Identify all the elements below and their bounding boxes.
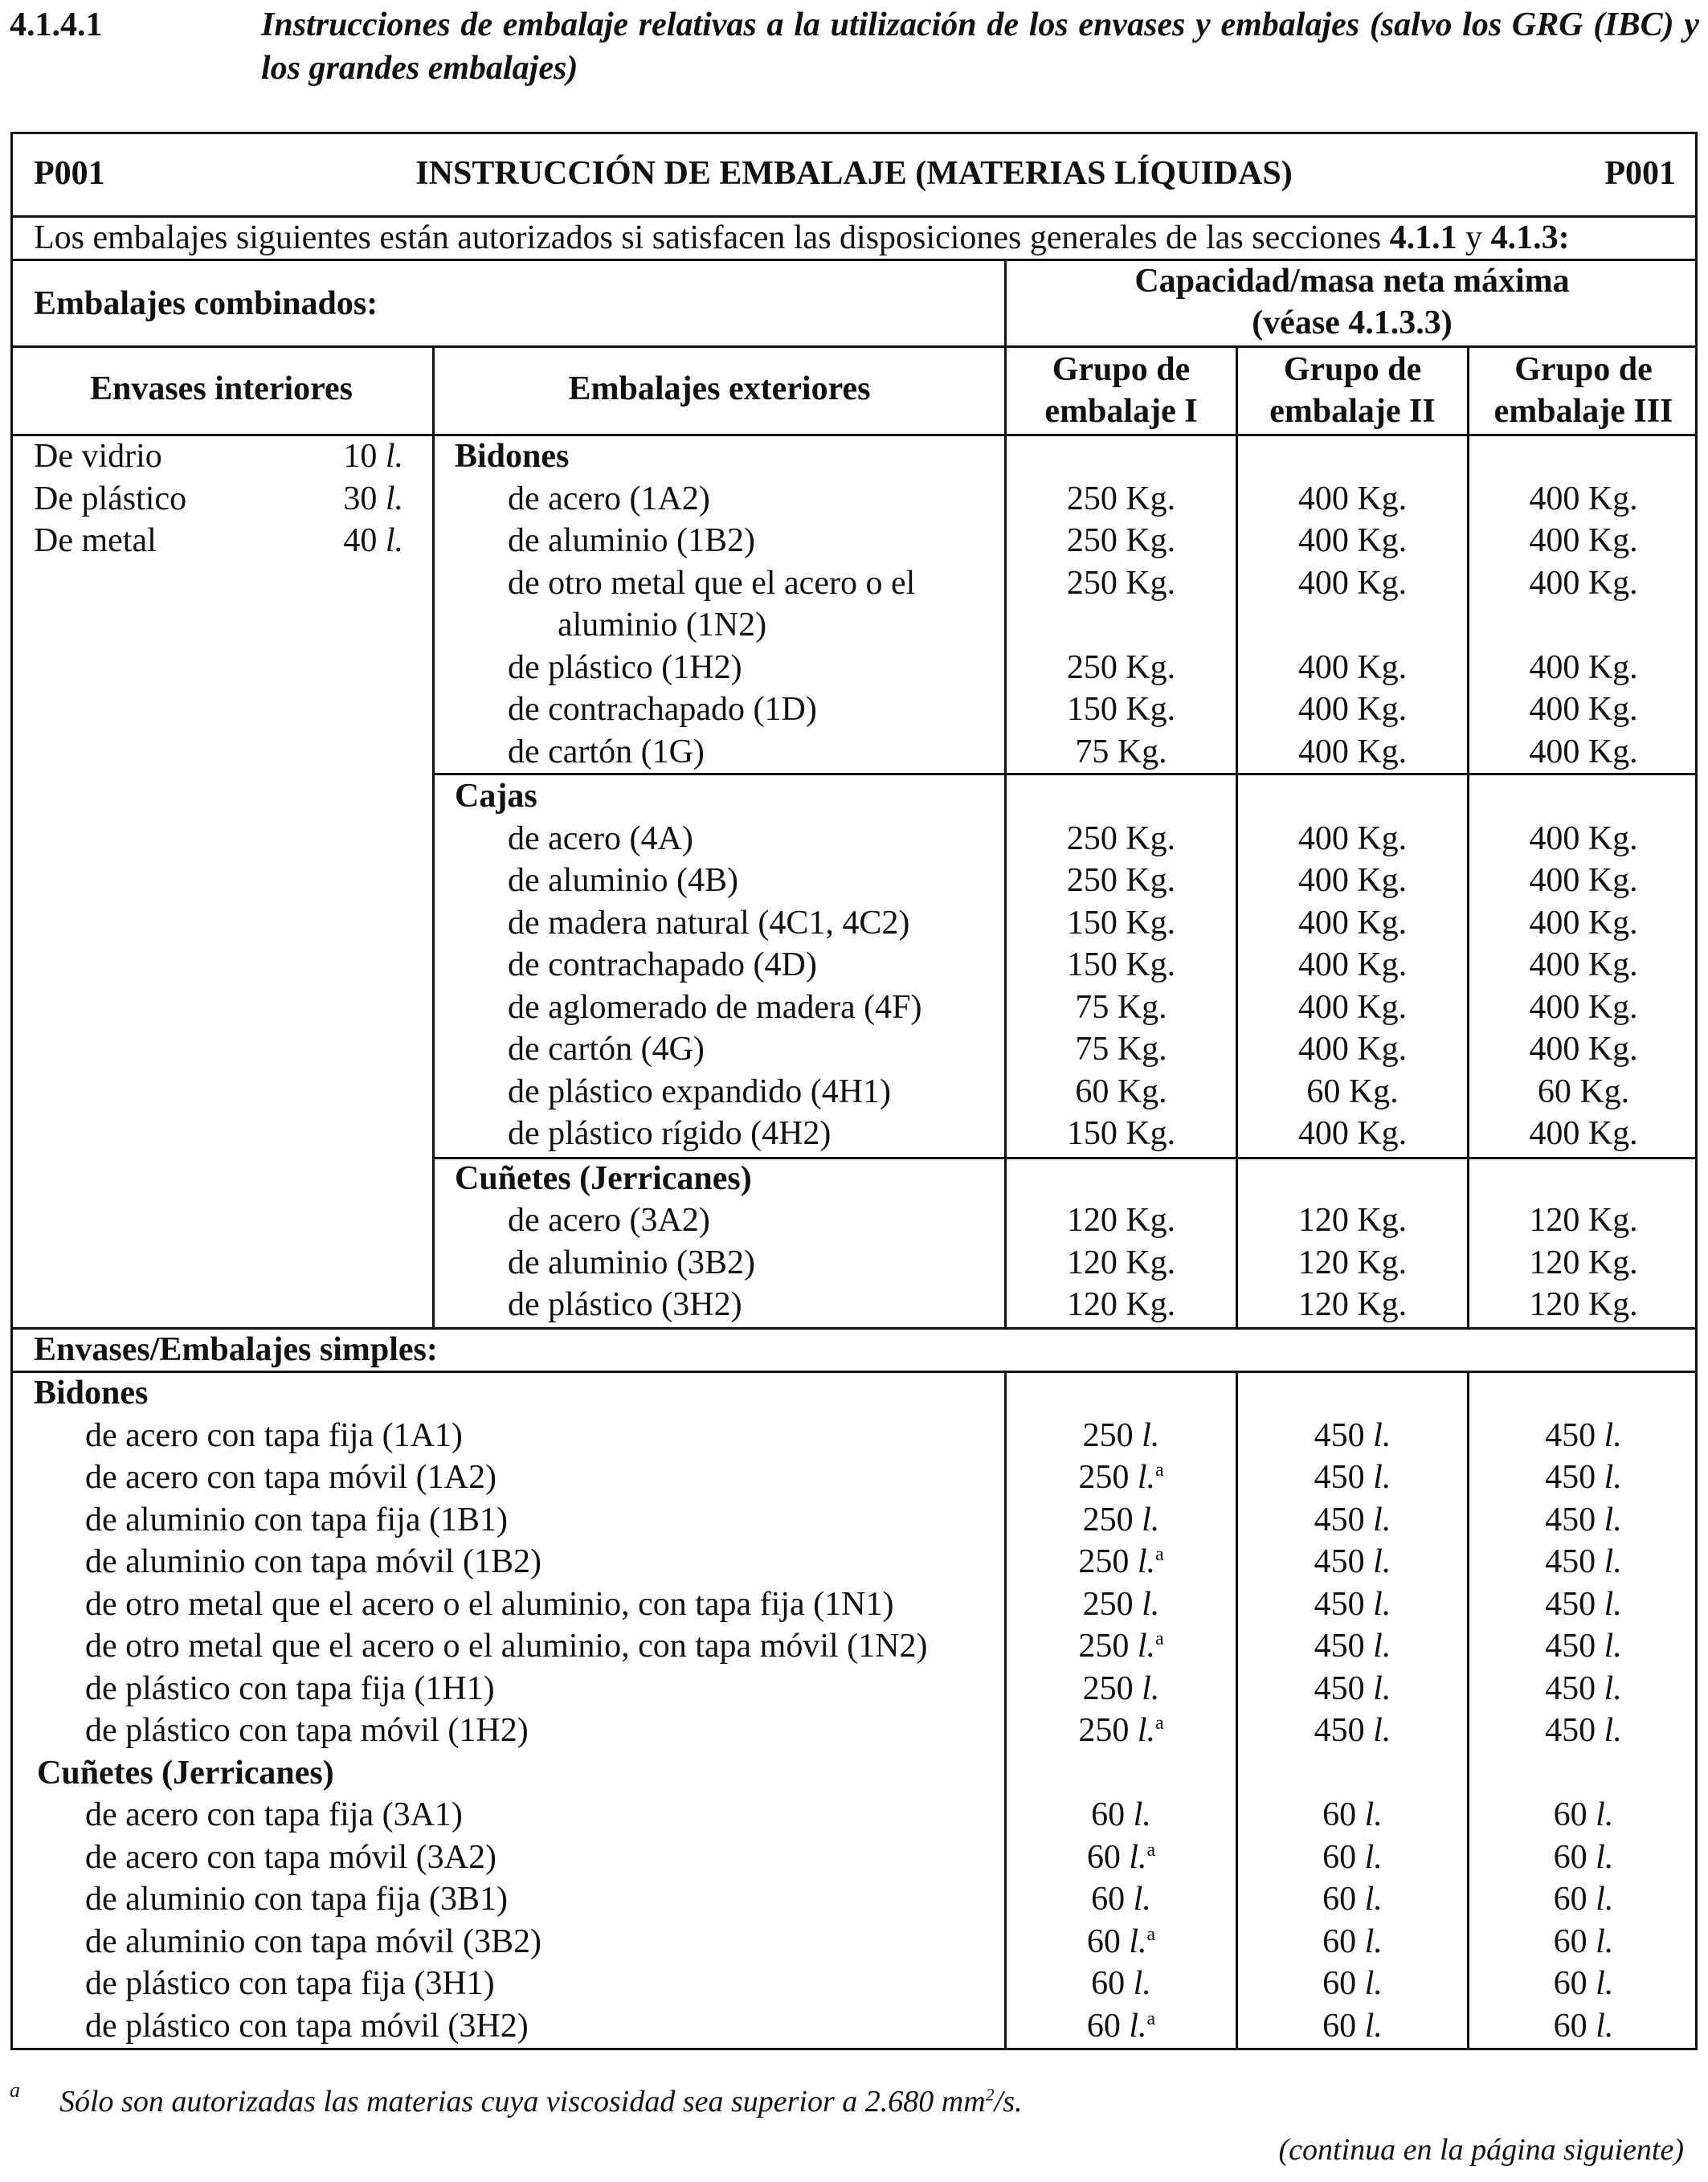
inner-item: [34, 520, 403, 562]
footnote-ref: a: [1155, 1628, 1164, 1649]
capacity-number: 60: [1553, 1838, 1596, 1876]
outer-item-value-group-I: 250 Kg.: [1066, 480, 1176, 517]
capacity-number: 250: [1078, 1459, 1138, 1496]
single-item-name: de aluminio con tapa fija (3B1): [85, 1881, 509, 1918]
capacity-header: [1007, 260, 1698, 344]
capacity-unit: l.: [1596, 1796, 1614, 1833]
inner-item-capacity: [343, 478, 403, 521]
single-item-value-group-III: [1469, 1499, 1698, 1542]
outer-item-value-group-III: 400 Kg.: [1529, 564, 1638, 602]
footnote-ref: a: [1155, 1713, 1164, 1734]
capacity-unit: l.: [1137, 1628, 1155, 1665]
capacity-unit: l.: [1596, 1923, 1614, 1960]
capacity-unit: l.: [1604, 1416, 1622, 1454]
group-III-line1: Grupo de: [1514, 351, 1653, 388]
outer-item-value-group-I: 150 Kg.: [1066, 904, 1176, 942]
outer-item-name: de plástico (3H2): [508, 1286, 742, 1323]
capacity-number: 450: [1314, 1416, 1374, 1454]
single-item-value-group-I: [1007, 1963, 1236, 2005]
capacity-unit: l.: [1373, 1416, 1391, 1454]
capacity-number: 60: [1553, 1796, 1596, 1833]
single-item-value-group-II: [1238, 1499, 1467, 1542]
inner-item-capacity: [343, 520, 403, 562]
outer-item-value-group-III: 400 Kg.: [1529, 691, 1638, 728]
single-item-value-group-III: [1469, 1457, 1698, 1499]
single-item-value-group-I: [1007, 1668, 1236, 1710]
outer-item-value-group-I: 120 Kg.: [1066, 1286, 1176, 1323]
outer-item-value-group-I: 250 Kg.: [1066, 819, 1176, 857]
single-item-value-group-III: [1469, 1794, 1698, 1837]
inner-capacity-unit: l.: [385, 480, 403, 517]
capacity-number: 450: [1314, 1669, 1374, 1707]
capacity-unit: l.: [1604, 1459, 1622, 1496]
capacity-number: 60: [1322, 2007, 1365, 2045]
single-item-value-group-II: [1238, 1583, 1467, 1626]
outer-item-value-group-III: 400 Kg.: [1529, 522, 1638, 559]
single-item-value-group-II: [1238, 1837, 1467, 1879]
capacity-number: 60: [1322, 1838, 1365, 1876]
single-item-value-group-II: [1238, 1794, 1467, 1837]
single-item-value-group-I: [1007, 1921, 1236, 1963]
inner-capacity-value: 10: [343, 438, 386, 475]
inner-item-name: De metal: [34, 522, 157, 559]
capacity-unit: l.: [1604, 1501, 1622, 1538]
outer-item-value-group-III: 400 Kg.: [1529, 480, 1638, 517]
outer-item-name: de cartón (4G): [508, 1031, 705, 1068]
outer-item-value-group-II: 400 Kg.: [1297, 904, 1408, 942]
outer-item-value-group-I: 150 Kg.: [1066, 1115, 1176, 1152]
intro-text: Los embalajes siguientes están autorizados si satisfacen las disposiciones generales de las secciones: [34, 219, 1390, 256]
capacity-number: 60: [1086, 1838, 1130, 1876]
instruction-title: INSTRUCCIÓN DE EMBALAJE (MATERIAS LÍQUIDAS): [415, 155, 1293, 192]
capacity-number: 450: [1314, 1459, 1374, 1496]
single-item-name: de aluminio con tapa fija (1B1): [85, 1501, 509, 1538]
outer-item-value-group-I: 120 Kg.: [1066, 1202, 1176, 1239]
single-item-value-group-II: [1238, 1415, 1467, 1457]
outer-item-value-group-III: 400 Kg.: [1529, 648, 1638, 686]
footnote-ref: a: [1146, 1923, 1156, 1945]
outer-item-value-group-III: 400 Kg.: [1529, 1031, 1638, 1068]
capacity-unit: l.: [1129, 1923, 1147, 1960]
outer-item-value-group-III: 400 Kg.: [1529, 904, 1638, 942]
capacity-number: 60: [1091, 1965, 1134, 2002]
inner-item: [34, 435, 403, 478]
footnote-ref: a: [1155, 1544, 1164, 1565]
outer-item-value-group-II: 400 Kg.: [1297, 648, 1408, 686]
single-item-name: de aluminio con tapa móvil (1B2): [85, 1543, 542, 1580]
capacity-unit: l.: [1596, 2007, 1614, 2045]
outer-item-name: de plástico rígido (4H2): [508, 1115, 832, 1152]
capacity-number: 250: [1078, 1712, 1138, 1749]
outer-item-value-group-II: 400 Kg.: [1297, 819, 1408, 857]
outer-item-value-group-I: 250 Kg.: [1066, 564, 1176, 602]
outer-group-heading: Bidones: [455, 438, 570, 475]
capacity-unit: l.: [1364, 1796, 1383, 1833]
capacity-unit: l.: [1604, 1628, 1622, 1665]
capacity-unit: l.: [1137, 1543, 1155, 1580]
outer-item-value-group-II: 120 Kg.: [1297, 1286, 1408, 1323]
single-item-value-group-II: [1238, 1541, 1467, 1583]
outer-item-value-group-III: 400 Kg.: [1529, 862, 1638, 899]
single-item-value-group-I: [1007, 2005, 1236, 2048]
single-label: Envases/Embalajes simples:: [34, 1331, 438, 1368]
single-item-value-group-II: [1238, 1457, 1467, 1499]
single-item-value-group-II: [1238, 1963, 1467, 2005]
outer-item-name: de plástico expandido (4H1): [508, 1073, 892, 1110]
capacity-number: 250: [1082, 1416, 1142, 1454]
outer-item-name: de aluminio (4B): [508, 862, 738, 899]
outer-item-value-group-II: 120 Kg.: [1297, 1244, 1408, 1281]
inner-capacity-value: 30: [343, 480, 386, 517]
single-item-value-group-III: [1469, 1837, 1698, 1879]
capacity-unit: l.: [1373, 1501, 1391, 1538]
footnote-text-end: /s.: [994, 2085, 1023, 2119]
outer-item-value-group-II: 400 Kg.: [1297, 733, 1408, 770]
outer-item-name: de acero (3A2): [508, 1202, 710, 1239]
capacity-unit: l.: [1364, 1965, 1383, 2002]
group-I-line1: Grupo de: [1052, 351, 1191, 388]
capacity-unit: l.: [1373, 1712, 1391, 1749]
single-item-value-group-I: [1007, 1625, 1236, 1668]
capacity-unit: l.: [1133, 1881, 1151, 1918]
outer-item-value-group-III: 400 Kg.: [1529, 819, 1638, 857]
outer-item-name: de aluminio (1B2): [508, 522, 755, 559]
outer-item-value-group-II: 400 Kg.: [1297, 480, 1408, 517]
outer-item-value-group-II: 120 Kg.: [1297, 1202, 1408, 1239]
capacity-header-line2: (véase 4.1.3.3): [1252, 304, 1453, 341]
footnote-text: [59, 2081, 1023, 2123]
capacity-unit: l.: [1596, 1838, 1614, 1876]
outer-item-value-group-III: 120 Kg.: [1529, 1202, 1638, 1239]
outer-item-name: de acero (1A2): [508, 480, 710, 517]
single-item-name: de acero con tapa fija (1A1): [85, 1416, 463, 1454]
single-item-value-group-I: [1007, 1794, 1236, 1837]
outer-item-value-group-II: 400 Kg.: [1297, 1031, 1408, 1068]
outer-item-name: de contrachapado (1D): [508, 691, 817, 728]
capacity-number: 450: [1545, 1501, 1604, 1538]
footnote-ref: a: [1155, 1460, 1164, 1481]
capacity-number: 60: [1086, 2007, 1130, 2045]
section-number: 4.1.4.1: [10, 6, 103, 43]
outer-item-value-group-II: 400 Kg.: [1297, 988, 1408, 1026]
single-item-name: de otro metal que el acero o el aluminio, con tapa móvil (1N2): [85, 1628, 928, 1665]
capacity-number: 60: [1553, 2007, 1596, 2045]
single-item-name: de aluminio con tapa móvil (3B2): [85, 1923, 542, 1960]
single-item-value-group-II: [1238, 1921, 1467, 1963]
instruction-code-right: P001: [1604, 155, 1676, 192]
intro-and: y: [1457, 219, 1491, 256]
single-item-value-group-III: [1469, 1415, 1698, 1457]
capacity-unit: l.: [1373, 1669, 1391, 1707]
single-item-value-group-III: [1469, 1710, 1698, 1752]
capacity-unit: l.: [1364, 1923, 1383, 1960]
footnote-ref: a: [1146, 2008, 1156, 2029]
intro-ref-411: 4.1.1: [1389, 219, 1457, 256]
capacity-unit: l.: [1133, 1796, 1151, 1833]
single-item-name: de acero con tapa móvil (3A2): [85, 1838, 496, 1876]
outer-item-value-group-I: 150 Kg.: [1066, 691, 1176, 728]
capacity-unit: l.: [1142, 1416, 1160, 1454]
footnote-superscript: 2: [985, 2084, 995, 2105]
capacity-unit: l.: [1137, 1459, 1155, 1496]
rule-col-outer-left: [432, 345, 435, 1327]
single-item-value-group-I: [1007, 1541, 1236, 1583]
outer-item-value-group-II: 400 Kg.: [1297, 862, 1408, 899]
inner-capacity-unit: l.: [385, 438, 403, 475]
inner-capacity-unit: l.: [385, 522, 403, 559]
capacity-number: 450: [1545, 1669, 1604, 1707]
capacity-number: 450: [1314, 1628, 1374, 1665]
outer-item-value-group-II: 60 Kg.: [1306, 1073, 1399, 1110]
capacity-number: 450: [1545, 1628, 1604, 1665]
single-item-name: de plástico con tapa fija (1H1): [85, 1669, 495, 1707]
single-item-value-group-I: [1007, 1583, 1236, 1626]
single-group-heading: Bidones: [34, 1375, 149, 1412]
single-item-value-group-III: [1469, 1668, 1698, 1710]
capacity-number: 60: [1553, 1965, 1596, 2002]
capacity-unit: l.: [1596, 1881, 1614, 1918]
capacity-unit: l.: [1142, 1501, 1160, 1538]
capacity-unit: l.: [1604, 1669, 1622, 1707]
inner-item-capacity: [343, 435, 403, 478]
single-item-value-group-II: [1238, 1668, 1467, 1710]
capacity-number: 250: [1078, 1543, 1138, 1580]
single-item-name: de acero con tapa fija (3A1): [85, 1796, 463, 1833]
single-item-value-group-III: [1469, 1625, 1698, 1668]
capacity-number: 250: [1078, 1628, 1138, 1665]
capacity-unit: l.: [1137, 1712, 1155, 1749]
capacity-unit: l.: [1133, 1965, 1151, 2002]
capacity-number: 450: [1314, 1501, 1374, 1538]
capacity-number: 60: [1322, 1923, 1365, 1960]
outer-item-value-group-III: 120 Kg.: [1529, 1286, 1638, 1323]
capacity-number: 60: [1553, 1881, 1596, 1918]
outer-item-value-group-I: 75 Kg.: [1075, 1031, 1167, 1068]
inner-item-name: De plástico: [34, 480, 187, 517]
col-header-inner: Envases interiores: [89, 370, 353, 407]
outer-item-value-group-I: 120 Kg.: [1066, 1244, 1176, 1281]
capacity-unit: l.: [1129, 1838, 1147, 1876]
outer-item-value-group-II: 400 Kg.: [1297, 522, 1408, 559]
capacity-unit: l.: [1364, 2007, 1383, 2045]
outer-item-value-group-III: 60 Kg.: [1537, 1073, 1630, 1110]
single-item-value-group-II: [1238, 2005, 1467, 2048]
single-item-value-group-I: [1007, 1710, 1236, 1752]
capacity-number: 450: [1314, 1585, 1374, 1623]
single-item-value-group-I: [1007, 1878, 1236, 1921]
intro-paragraph: [34, 217, 1570, 259]
instruction-code-left: P001: [34, 155, 105, 192]
capacity-header-line1: Capacidad/masa neta máxima: [1134, 263, 1570, 300]
capacity-number: 450: [1545, 1459, 1604, 1496]
outer-item-name: de acero (4A): [508, 819, 693, 857]
capacity-number: 60: [1322, 1796, 1365, 1833]
capacity-unit: l.: [1604, 1585, 1622, 1623]
single-item-value-group-III: [1469, 1963, 1698, 2005]
single-item-value-group-III: [1469, 1878, 1698, 1921]
inner-item-name: De vidrio: [34, 438, 162, 475]
capacity-unit: l.: [1373, 1543, 1391, 1580]
intro-ref-413: 4.1.3:: [1490, 219, 1570, 256]
inner-packagings-list: [34, 435, 403, 562]
capacity-number: 60: [1322, 1965, 1365, 2002]
single-item-value-group-III: [1469, 1921, 1698, 1963]
single-item-name: de plástico con tapa móvil (1H2): [85, 1712, 529, 1749]
outer-item-value-group-III: 400 Kg.: [1529, 1115, 1638, 1152]
capacity-unit: l.: [1604, 1543, 1622, 1580]
outer-item-value-group-I: 250 Kg.: [1066, 862, 1176, 899]
capacity-number: 450: [1545, 1585, 1604, 1623]
capacity-number: 450: [1545, 1543, 1604, 1580]
capacity-number: 450: [1314, 1712, 1374, 1749]
col-header-group-II: [1238, 349, 1467, 432]
single-item-name: de otro metal que el acero o el aluminio, con tapa fija (1N1): [85, 1585, 894, 1623]
single-item-value-group-I: [1007, 1499, 1236, 1542]
capacity-unit: l.: [1364, 1881, 1383, 1918]
capacity-unit: l.: [1364, 1838, 1383, 1876]
outer-item-value-group-III: 400 Kg.: [1529, 733, 1638, 770]
outer-item-value-group-II: 400 Kg.: [1297, 564, 1408, 602]
single-item-name: de plástico con tapa fija (3H1): [85, 1965, 495, 2002]
col-header-group-III: [1469, 349, 1698, 432]
capacity-unit: l.: [1142, 1669, 1160, 1707]
capacity-unit: l.: [1604, 1712, 1622, 1749]
single-item-value-group-II: [1238, 1710, 1467, 1752]
capacity-number: 450: [1314, 1543, 1374, 1580]
outer-group-heading: Cajas: [455, 778, 537, 815]
outer-item-value-group-I: 150 Kg.: [1066, 946, 1176, 983]
outer-item-value-group-II: 400 Kg.: [1297, 946, 1408, 983]
single-item-value-group-II: [1238, 1878, 1467, 1921]
capacity-unit: l.: [1142, 1585, 1160, 1623]
outer-item-name: de otro metal que el acero o el: [508, 564, 916, 602]
inner-capacity-value: 40: [343, 522, 386, 559]
outer-item-name: de aluminio (3B2): [508, 1244, 755, 1281]
outer-item-name: de plástico (1H2): [508, 648, 742, 686]
single-item-value-group-III: [1469, 2005, 1698, 2048]
col-header-group-I: [1007, 349, 1236, 432]
single-item-name: de plástico con tapa móvil (3H2): [85, 2007, 529, 2045]
capacity-number: 60: [1086, 1923, 1130, 1960]
capacity-unit: l.: [1129, 2007, 1147, 2045]
outer-item-value-group-II: 400 Kg.: [1297, 1115, 1408, 1152]
outer-item-value-group-III: 400 Kg.: [1529, 946, 1638, 983]
single-item-value-group-I: [1007, 1415, 1236, 1457]
continuation-note: (continua en la página siguiente): [1278, 2133, 1684, 2167]
group-III-line2: embalaje III: [1493, 393, 1673, 430]
capacity-unit: l.: [1373, 1585, 1391, 1623]
outer-item-value-group-II: 400 Kg.: [1297, 691, 1408, 728]
capacity-number: 60: [1091, 1796, 1134, 1833]
capacity-number: 250: [1082, 1669, 1142, 1707]
rule-bidones-bottom: [432, 773, 1698, 775]
capacity-unit: l.: [1373, 1628, 1391, 1665]
single-item-value-group-I: [1007, 1457, 1236, 1499]
group-II-line1: Grupo de: [1283, 351, 1422, 388]
outer-item-name: de cartón (1G): [508, 733, 705, 770]
rule-combined-header-bottom: [10, 345, 1698, 348]
inner-item: [34, 478, 403, 521]
single-item-value-group-III: [1469, 1583, 1698, 1626]
capacity-number: 60: [1322, 1881, 1365, 1918]
single-group-heading: Cuñetes (Jerricanes): [37, 1754, 334, 1792]
outer-item-value-group-III: 120 Kg.: [1529, 1244, 1638, 1281]
capacity-number: 450: [1545, 1712, 1604, 1749]
single-item-value-group-III: [1469, 1541, 1698, 1583]
footnote-text-main: Sólo son autorizadas las materias cuya viscosidad sea superior a 2.680 mm: [59, 2085, 986, 2119]
outer-item-value-group-I: 60 Kg.: [1075, 1073, 1167, 1110]
combined-label: Embalajes combinados:: [34, 285, 378, 322]
capacity-number: 450: [1545, 1416, 1604, 1454]
outer-item-value-group-III: 400 Kg.: [1529, 988, 1638, 1026]
outer-item-name: de madera natural (4C1, 4C2): [508, 904, 910, 942]
capacity-number: 250: [1082, 1501, 1142, 1538]
capacity-unit: l.: [1373, 1459, 1391, 1496]
outer-item-value-group-I: 75 Kg.: [1075, 733, 1167, 770]
capacity-number: 60: [1091, 1881, 1134, 1918]
outer-group-heading: Cuñetes (Jerricanes): [455, 1159, 752, 1197]
outer-item-name-cont: aluminio (1N2): [558, 607, 767, 644]
capacity-number: 250: [1082, 1585, 1142, 1623]
single-item-value-group-II: [1238, 1625, 1467, 1668]
group-I-line2: embalaje I: [1044, 393, 1198, 430]
single-item-value-group-I: [1007, 1837, 1236, 1879]
outer-item-value-group-I: 250 Kg.: [1066, 648, 1176, 686]
capacity-unit: l.: [1596, 1965, 1614, 2002]
section-title: Instrucciones de embalaje relativas a la utilización de los envases y embalajes (salvo los GRG (IBC) y los grandes embalajes): [261, 6, 1699, 87]
capacity-number: 60: [1553, 1923, 1596, 1960]
outer-item-value-group-I: 75 Kg.: [1075, 988, 1167, 1026]
single-item-name: de acero con tapa móvil (1A2): [85, 1459, 496, 1496]
footnote-ref: a: [1146, 1839, 1156, 1861]
outer-item-name: de contrachapado (4D): [508, 946, 817, 983]
footnote-mark: a: [10, 2078, 20, 2102]
outer-item-name: de aglomerado de madera (4F): [508, 988, 922, 1026]
outer-item-value-group-I: 250 Kg.: [1066, 522, 1176, 559]
group-II-line2: embalaje II: [1269, 393, 1436, 430]
col-header-outer: Embalajes exteriores: [568, 370, 871, 407]
